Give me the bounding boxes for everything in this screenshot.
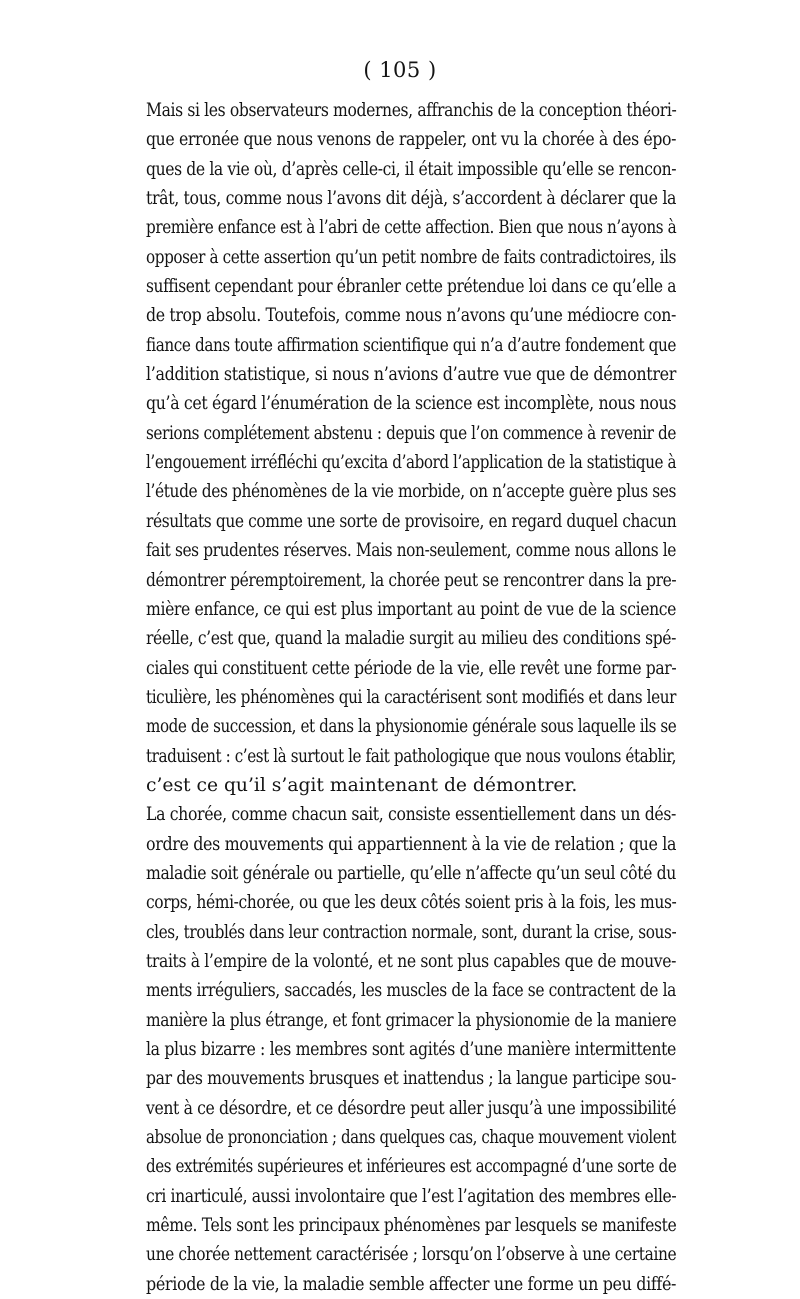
text-line: une chorée nettement caractérisée ; lorsqu’on l’observe à une certaine — [146, 1244, 677, 1266]
text-line: maladie soit générale ou partielle, qu’elle n’affecte qu’un seul côté du — [146, 862, 676, 884]
paragraph-1 — [146, 96, 676, 800]
text-line: fait ses prudentes réserves. Mais non-seulement, comme nous allons le — [146, 540, 676, 562]
body-text — [146, 96, 676, 1299]
text-line: ments irréguliers, saccadés, les muscles de la face se contractent de la — [146, 980, 676, 1002]
text-line: ordre des mouvements qui appartiennent à la vie de relation ; que la — [146, 833, 677, 855]
text-line: Mais si les observateurs modernes, affranchis de la conception théori- — [146, 100, 677, 121]
text-line: absolue de prononciation ; dans quelques cas, chaque mouvement violent — [146, 1127, 676, 1149]
text-line: manière la plus étrange, et font grimacer la physionomie de la maniere — [146, 1009, 677, 1031]
text-line: fiance dans toute affirmation scientifique qui n’a d’autre fondement que — [146, 334, 676, 356]
text-line: cri inarticulé, aussi involontaire que l’est l’agitation des membres elle- — [146, 1185, 677, 1207]
text-line: ques de la vie où, d’après celle-ci, il était impossible qu’elle se rencon- — [146, 158, 677, 180]
text-line: mière enfance, ce qui est plus important au point de vue de la science — [146, 598, 677, 620]
text-line: démontrer péremptoirement, la chorée peut se rencontrer dans la pre- — [146, 569, 677, 591]
text-line: ciales qui constituent cette période de la vie, elle revêt une forme par- — [146, 657, 677, 679]
text-line: vent à ce désordre, et ce désordre peut aller jusqu’à une impossibilité — [146, 1097, 676, 1119]
paragraph-2 — [146, 800, 676, 1299]
text-line: même. Tels sont les principaux phénomènes par lesquels se manifeste — [146, 1215, 677, 1237]
text-line: La chorée, comme chacun sait, consiste essentiellement dans un dés- — [146, 804, 676, 826]
text-line: qu’à cet égard l’énumération de la science est incomplète, nous nous — [146, 393, 677, 415]
text-line: serions complétement abstenu : depuis que l’on commence à revenir de — [146, 422, 676, 444]
text-line: de trop absolu. Toutefois, comme nous n’avons qu’une médiocre con- — [146, 305, 676, 327]
text-line: trât, tous, comme nous l’avons dit déjà, s’accordent à déclarer que la — [146, 188, 677, 210]
text-line: cles, troublés dans leur contraction normale, sont, durant la crise, sous- — [146, 921, 677, 943]
text-line: que erronée que nous venons de rappeler, ont vu la chorée à des épo- — [146, 129, 677, 151]
text-line: première enfance est à l’abri de cette affection. Bien que nous n’ayons à — [146, 217, 677, 239]
text-line: des extrémités supérieures et inférieures est accompagné d’une sorte de — [146, 1156, 677, 1178]
text-line: réelle, c’est que, quand la maladie surgit au milieu des conditions spé- — [146, 628, 676, 650]
text-line: traits à l’empire de la volonté, et ne sont plus capables que de mouve- — [146, 950, 676, 972]
text-line: l’engouement irréfléchi qu’excita d’abord l’application de la statistique à — [146, 452, 677, 474]
text-line: opposer à cette assertion qu’un petit nombre de faits contradictoires, ils — [146, 246, 676, 268]
page-number: ( 105 ) — [363, 58, 437, 82]
text-line: mode de succession, et dans la physionomie générale sous laquelle ils se — [146, 716, 677, 738]
text-line: l’addition statistique, si nous n’avions d’autre vue que de démontrer — [146, 364, 676, 386]
text-line: ticulière, les phénomènes qui la caractérisent sont modifiés et dans leur — [146, 686, 676, 708]
text-line: traduisent : c’est là surtout le fait pathologique que nous voulons établir, — [146, 745, 676, 767]
text-line: période de la vie, la maladie semble affecter une forme un peu diffé- — [146, 1273, 677, 1295]
text-line: l’étude des phénomènes de la vie morbide, on n’accepte guère plus ses — [146, 481, 676, 503]
text-line: résultats que comme une sorte de provisoire, en regard duquel chacun — [146, 510, 677, 532]
text-line: par des mouvements brusques et inattendus ; la langue participe sou- — [146, 1068, 676, 1090]
text-line: la plus bizarre : les membres sont agités d’une manière intermittente — [146, 1039, 676, 1060]
text-line: c’est ce qu’il s’agit maintenant de démontrer. — [146, 774, 578, 796]
text-line: suffisent cependant pour ébranler cette prétendue loi dans ce qu’elle a — [146, 276, 676, 298]
text-line: corps, hémi-chorée, ou que les deux côtés soient pris à la fois, les mus- — [146, 892, 677, 914]
